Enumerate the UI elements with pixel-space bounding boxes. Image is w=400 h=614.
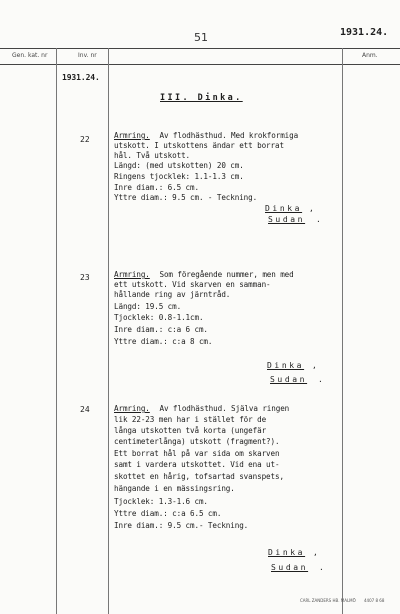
entry-sign-dot: . bbox=[319, 563, 324, 572]
entry-term: Armring. bbox=[114, 131, 150, 140]
entry-line: Som föregående nummer, men med bbox=[155, 270, 294, 279]
entry-sign-comma: , bbox=[312, 361, 317, 370]
entry-line: Tjocklek: 0.8-1.1cm. bbox=[114, 313, 204, 322]
header-rule-top bbox=[0, 48, 400, 49]
column-divider-2 bbox=[108, 48, 109, 614]
header-rule-bottom bbox=[0, 64, 400, 65]
entry-line: Ett borrat hål på var sida om skarven bbox=[114, 449, 280, 458]
entry-line: Tjocklek: 1.3-1.6 cm. bbox=[114, 497, 208, 506]
entry-line: lik 22-23 men har i stället för de bbox=[114, 415, 267, 424]
column-label-gen-kat: Gen. kat. nr bbox=[12, 52, 48, 59]
entry-line: skottet en hårig, tofsartad svanspets, bbox=[114, 472, 284, 481]
entry-sign-comma: , bbox=[309, 204, 314, 213]
entry-line: Längd: 19.5 cm. bbox=[114, 302, 182, 311]
entry-sign-region: Sudan bbox=[268, 215, 306, 224]
entry-line: Längd: (med utskotten) 20 cm. bbox=[114, 161, 244, 170]
column-divider-3 bbox=[342, 48, 343, 614]
entry-sign-region: Sudan bbox=[270, 375, 308, 384]
page-number: 51 bbox=[194, 31, 208, 44]
entry-line: Yttre diam.: 9.5 cm. - Teckning. bbox=[114, 193, 258, 202]
entry-sign-comma: , bbox=[313, 548, 318, 557]
entry-line: Yttre diam.: c:a 8 cm. bbox=[114, 337, 213, 346]
footer-printer: CARL ZANDERS HB. MALMÖ bbox=[300, 598, 356, 603]
entry-sign-people: Dinka bbox=[265, 204, 303, 213]
entry-line: utskott. I utskottens ändar ett borrat bbox=[114, 141, 284, 150]
entry-line: Av flodhästhud. Själva ringen bbox=[155, 404, 290, 413]
entry-line: Inre diam.: 6.5 cm. bbox=[114, 183, 199, 192]
entry-sign-dot: . bbox=[318, 375, 323, 384]
column-label-inv: Inv. nr bbox=[78, 52, 97, 59]
entry-line: samt i vardera utskottet. Vid ena ut- bbox=[114, 460, 280, 469]
entry-sign-region: Sudan bbox=[271, 563, 309, 572]
entry-term: Armring. bbox=[114, 270, 150, 279]
entry-line: långa utskotten två korta (ungefär bbox=[114, 426, 267, 435]
entry-line: Av flodhästhud. Med krokformiga bbox=[155, 131, 299, 140]
entry-sign-dot: . bbox=[316, 215, 321, 224]
entry-line: Inre diam.: c:a 6 cm. bbox=[114, 325, 208, 334]
header-date: 1931.24. bbox=[340, 27, 389, 38]
accession-number: 1931.24. bbox=[62, 73, 100, 82]
column-divider-1 bbox=[56, 48, 57, 614]
entry-sign-people: Dinka bbox=[268, 548, 306, 557]
entry-line: ett utskott. Vid skarven en samman- bbox=[114, 280, 271, 289]
entry-number: 24 bbox=[80, 405, 90, 414]
entry-line: hållande ring av järntråd. bbox=[114, 290, 231, 299]
entry-term: Armring. bbox=[114, 404, 150, 413]
entry-line: hängande i en mässingsring. bbox=[114, 484, 235, 493]
footer-code: 4407 8 68 bbox=[364, 598, 385, 603]
column-label-anm: Anm. bbox=[362, 52, 378, 59]
entry-line: centimeterlånga) utskott (fragment?). bbox=[114, 437, 280, 446]
entry-line: Yttre diam.: c:a 6.5 cm. bbox=[114, 509, 222, 518]
entry-number: 22 bbox=[80, 135, 90, 144]
entry-line: hål. Två utskott. bbox=[114, 151, 191, 160]
section-heading: III. Dinka. bbox=[160, 93, 243, 103]
entry-sign-people: Dinka bbox=[267, 361, 305, 370]
entry-number: 23 bbox=[80, 273, 90, 282]
entry-line: Inre diam.: 9.5 cm.- Teckning. bbox=[114, 521, 249, 530]
entry-line: Ringens tjocklek: 1.1-1.3 cm. bbox=[114, 172, 244, 181]
